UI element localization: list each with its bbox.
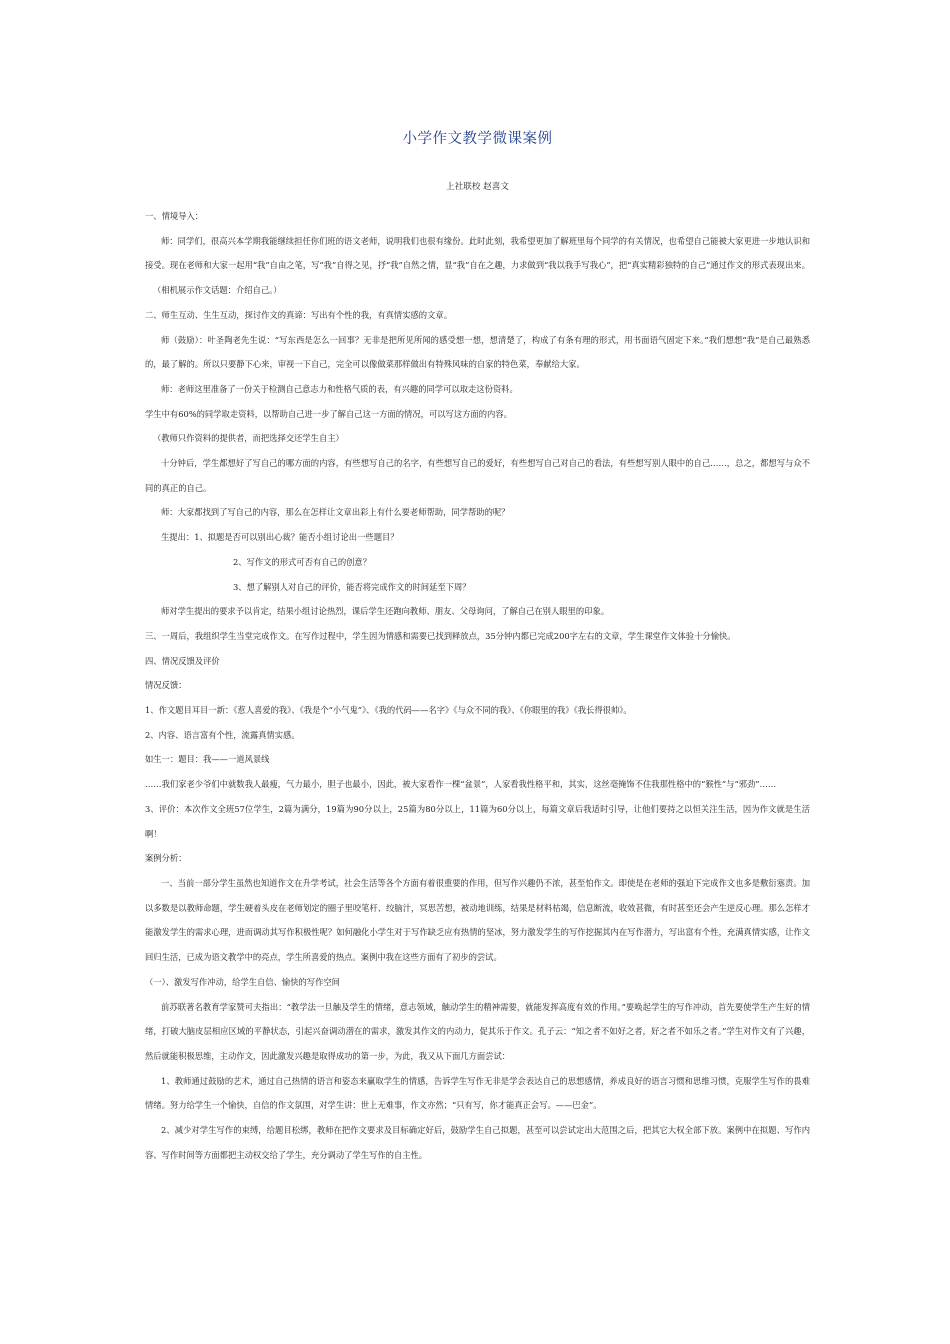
section-heading: 四、情况反馈及评价 [145, 655, 220, 666]
paragraph: 学生中有60%的同学取走资料，以帮助自己进一步了解自己这一方面的情况，可以写这方面的内容。 [145, 408, 512, 419]
list-item: 2、内容、语言富有个性，流露真情实感。 [145, 729, 300, 740]
list-item: 1、教师通过鼓励的艺术，通过自己热情的语言和姿态来赢取学生的情感，告诉学生写作无非是学会表达自己的思想感情，养成良好的语言习惯和思维习惯，克服学生写作的畏难情绪。努力给学生一个愉快，自信的作文氛围，对学生讲：世上无难事，作文亦然；“只有写，你才能真正会写。——巴金”。 [145, 1075, 810, 1111]
paragraph: 一、当前一部分学生虽然也知道作文在升学考试，社会生活等各个方面有着很重要的作用，但写作兴趣仍不浓，甚至怕作文。即使是在老师的强迫下完成作文也多是敷衍塞责。加以多数是以教师命题，学生硬着头皮在老师划定的圈子里咬笔杆、绞脑汁，冥思苦想，被动地训练，结果是材料枯竭，信息断流，收效甚微，有时甚至还会产生逆反心理。那么怎样才能激发学生的需求心理，进而调动其写作积极性呢？如何融化小学生对于写作缺乏应有热情的坚冰，努力激发学生的写作挖掘其内在写作潜力，写出富有个性，充满真情实感，让作文回归生活，已成为语文教学中的亮点，学生所喜爱的热点。案例中我在这些方面有了初步的尝试。 [145, 877, 810, 963]
paragraph: 前苏联著名教育学家赞可夫指出：“教学法一旦触及学生的情绪，意志领域，触动学生的精神需要，就能发挥高度有效的作用。”要唤起学生的写作冲动，首先要使学生产生好的情绪，打破大脑皮层相应区域的平静状态，引起兴奋调动潜在的需求，激发其作文的内动力，促其乐于作文。孔子云：“知之者不如好之者，好之者不如乐之者。”学生对作文有了兴趣，然后就能积极思维，主动作文，因此激发兴趣是取得成功的第一步，为此，我又从下面几方面尝试： [145, 1001, 810, 1061]
list-item: 2、写作文的形式可否有自己的创意？ [233, 556, 372, 567]
paragraph: （教师只作资料的提供者，而把选择交还学生自主） [153, 433, 344, 444]
section-heading: 三、一周后，我组织学生当堂完成作文。在写作过程中，学生因为情感和需要已找到释放点，35分钟内都已完成200字左右的文章，学生课堂作文体验十分愉快。 [145, 630, 736, 641]
paragraph: ……我们家老少爷们中就数我人最瘦，气力最小，胆子也最小，因此，被大家看作一棵“盆景”，人家看我性格平和，其实，这丝毫掩饰不住我那性格中的“猴性”与“邪劲”…… [145, 779, 777, 790]
paragraph: （相机展示作文话题：介绍自己。） [153, 285, 282, 296]
paragraph: 十分钟后，学生都想好了写自己的哪方面的内容，有些想写自己的名字，有些想写自己的爱好，有些想写自己对自己的看法，有些想写别人眼中的自己……，总之，都想写与众不同的真正的自己。 [145, 458, 810, 493]
section-heading: 二、师生互动、生生互动，探讨作文的真谛：写出有个性的我，有真情实感的文章。 [145, 309, 452, 320]
paragraph: 情况反馈： [145, 680, 187, 691]
paragraph: 师：大家都找到了写自己的内容，那么在怎样让文章出彩上有什么要老师帮助，同学帮助的呢？ [161, 507, 510, 518]
section-heading: 一、情境导入： [145, 211, 204, 221]
list-item: 3、评价：本次作文全班57位学生，2篇为满分，19篇为90分以上，25篇为80分以上，11篇为60分以上，每篇文章后我适时引导，让他们要持之以恒关注生活，因为作文就是生活啊！ [145, 803, 810, 839]
paragraph: 如生一：题目：我——一道风景线 [145, 754, 270, 765]
list-item: 生提出：1、拟题是否可以别出心裁？能否小组讨论出一些题目？ [161, 532, 399, 543]
paragraph: 师：老师这里准备了一份关于检测自己意志力和性格气质的表，有兴趣的同学可以取走这份资料。 [161, 383, 518, 394]
document-body [145, 204, 810, 1167]
list-item: 3、想了解别人对自己的评价，能否将完成作文的时间延至下周？ [233, 581, 471, 592]
paragraph: 师对学生提出的要求予以肯定，结果小组讨论热烈，课后学生还跑向教师、朋友、父母询问，了解自己在别人眼里的印象。 [161, 606, 610, 617]
paragraph: 案例分析： [145, 853, 187, 864]
subsection-heading: （一）、激发写作冲动，给学生自信、愉快的写作空间 [145, 976, 340, 987]
paragraph: 师：同学们，很高兴本学期我能继续担任你们班的语文老师，说明我们也很有缘份。此时此刻，我希望更加了解班里每个同学的有关情况，也希望自己能被大家更进一步地认识和接受。现在老师和大家一起用“我”自由之笔，写“我”自得之见，抒“我”自然之情，显“我”自在之趣，力求做到“我以我手写我心”，把“真实精彩独特的自己”通过作文的形式表现出来。 [145, 235, 810, 271]
document-title: 小学作文教学微课案例 [402, 131, 553, 147]
list-item: 2、减少对学生写作的束缚，给题目松绑，教师在把作文要求及目标确定好后，鼓励学生自己拟题，甚至可以尝试定出大范围之后，把其它大权全部下放。案例中在拟题、写作内容、写作时间等方面都把主动权交给了学生，充分调动了学生写作的自主性。 [145, 1125, 810, 1160]
author-line: 上社联校 赵喜文 [446, 182, 509, 192]
list-item: 1、作文题目耳目一新：《惹人喜爱的我》、《我是个“小气鬼”》、《我的代码——名字》《与众不同的我》、《你眼里的我》《我长得很帅》。 [145, 705, 632, 716]
paragraph: 师（鼓励）：叶圣陶老先生说：“写东西是怎么一回事？无非是把所见所闻的感受想一想，想清楚了，构成了有条有理的形式，用书面语气固定下来。”我们想想“我”是自己最熟悉的，最了解的。所以只要静下心来，审视一下自己，完全可以像做菜那样做出有特殊风味的自家的特色菜，奉献给大家。 [145, 334, 810, 370]
